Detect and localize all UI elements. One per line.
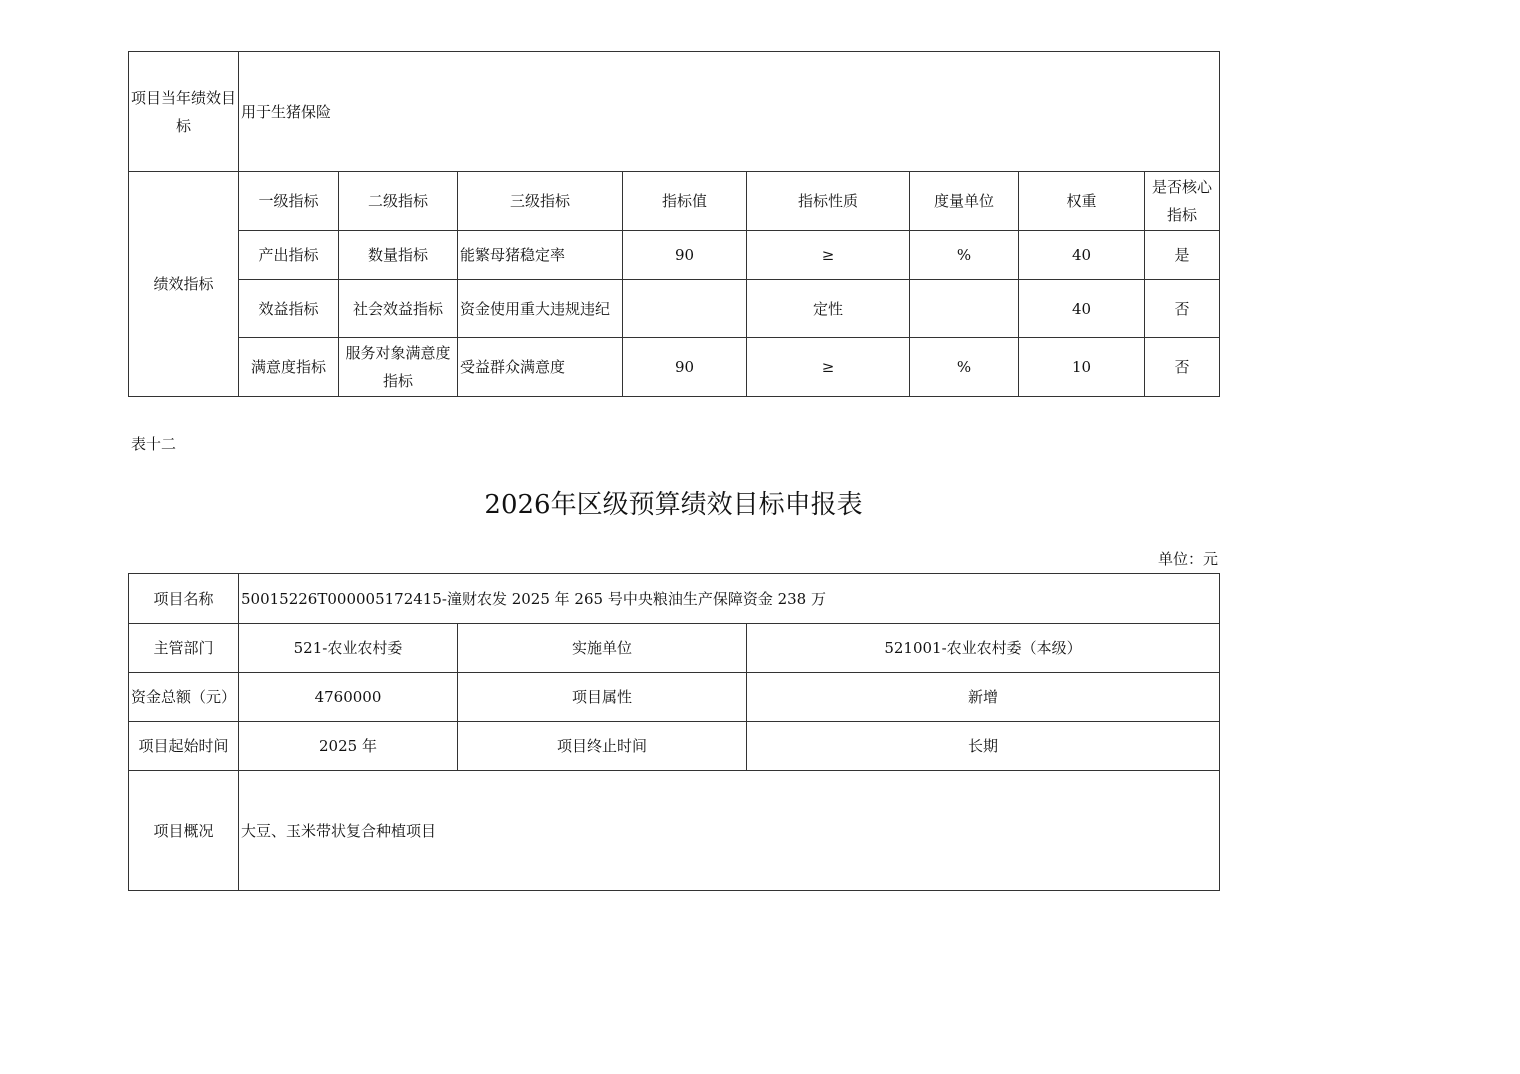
- table-cell: %: [910, 338, 1019, 397]
- attr-label: 项目属性: [458, 673, 747, 722]
- table-cell: 否: [1145, 338, 1220, 397]
- dept-label: 主管部门: [129, 624, 239, 673]
- header-cell: 二级指标: [339, 172, 458, 231]
- table-row: [129, 673, 1220, 722]
- table-cell: [623, 280, 747, 338]
- table-row: [129, 624, 1220, 673]
- header-cell: 三级指标: [458, 172, 623, 231]
- table-row: [129, 771, 1220, 891]
- goal-value: 用于生猪保险: [239, 52, 1220, 172]
- table-row: [129, 231, 1220, 280]
- table-cell: 90: [623, 231, 747, 280]
- table-cell: 40: [1019, 231, 1145, 280]
- table-cell: 定性: [747, 280, 910, 338]
- table-cell: 资金使用重大违规违纪: [458, 280, 623, 338]
- table-label: 表十二: [131, 435, 177, 453]
- table-cell: [910, 280, 1019, 338]
- page-title: 2026年区级预算绩效目标申报表: [484, 490, 863, 520]
- table-cell: 能繁母猪稳定率: [458, 231, 623, 280]
- table-row: [129, 722, 1220, 771]
- amount-label: 资金总额（元）: [129, 673, 239, 722]
- table-cell: 否: [1145, 280, 1220, 338]
- table-cell: 数量指标: [339, 231, 458, 280]
- project-name-label: 项目名称: [129, 574, 239, 624]
- table-row: [129, 280, 1220, 338]
- start-label: 项目起始时间: [129, 722, 239, 771]
- table-cell: 服务对象满意度指标: [339, 338, 458, 397]
- table-cell: %: [910, 231, 1019, 280]
- header-cell: 指标值: [623, 172, 747, 231]
- table-cell: 40: [1019, 280, 1145, 338]
- amount-value: 4760000: [239, 673, 458, 722]
- unit-label: 单位：元: [1157, 550, 1218, 568]
- project-info-table: [128, 573, 1220, 891]
- overview-label: 项目概况: [129, 771, 239, 891]
- table-cell: 90: [623, 338, 747, 397]
- table-cell: 是: [1145, 231, 1220, 280]
- table-cell: 产出指标: [239, 231, 339, 280]
- goal-label: 项目当年绩效目标: [129, 52, 239, 172]
- table-cell: 受益群众满意度: [458, 338, 623, 397]
- header-cell: 权重: [1019, 172, 1145, 231]
- table-cell: 社会效益指标: [339, 280, 458, 338]
- impl-label: 实施单位: [458, 624, 747, 673]
- table-row: [129, 338, 1220, 397]
- table-cell: ≥: [747, 338, 910, 397]
- impl-value: 521001-农业农村委（本级）: [747, 624, 1220, 673]
- header-cell: 指标性质: [747, 172, 910, 231]
- table-cell: 效益指标: [239, 280, 339, 338]
- header-cell: 一级指标: [239, 172, 339, 231]
- overview-value: 大豆、玉米带状复合种植项目: [239, 771, 1220, 891]
- table-cell: ≥: [747, 231, 910, 280]
- header-cell: 是否核心指标: [1145, 172, 1220, 231]
- header-cell: 度量单位: [910, 172, 1019, 231]
- table-row: [129, 574, 1220, 624]
- end-value: 长期: [747, 722, 1220, 771]
- start-value: 2025 年: [239, 722, 458, 771]
- project-name-value: 50015226T000005172415-潼财农发 2025 年 265 号中央粮油生产保障资金 238 万: [239, 574, 1220, 624]
- attr-value: 新增: [747, 673, 1220, 722]
- end-label: 项目终止时间: [458, 722, 747, 771]
- table-cell: 10: [1019, 338, 1145, 397]
- table-cell: 满意度指标: [239, 338, 339, 397]
- dept-value: 521-农业农村委: [239, 624, 458, 673]
- perf-label: 绩效指标: [129, 172, 239, 397]
- performance-indicator-table: [128, 51, 1220, 397]
